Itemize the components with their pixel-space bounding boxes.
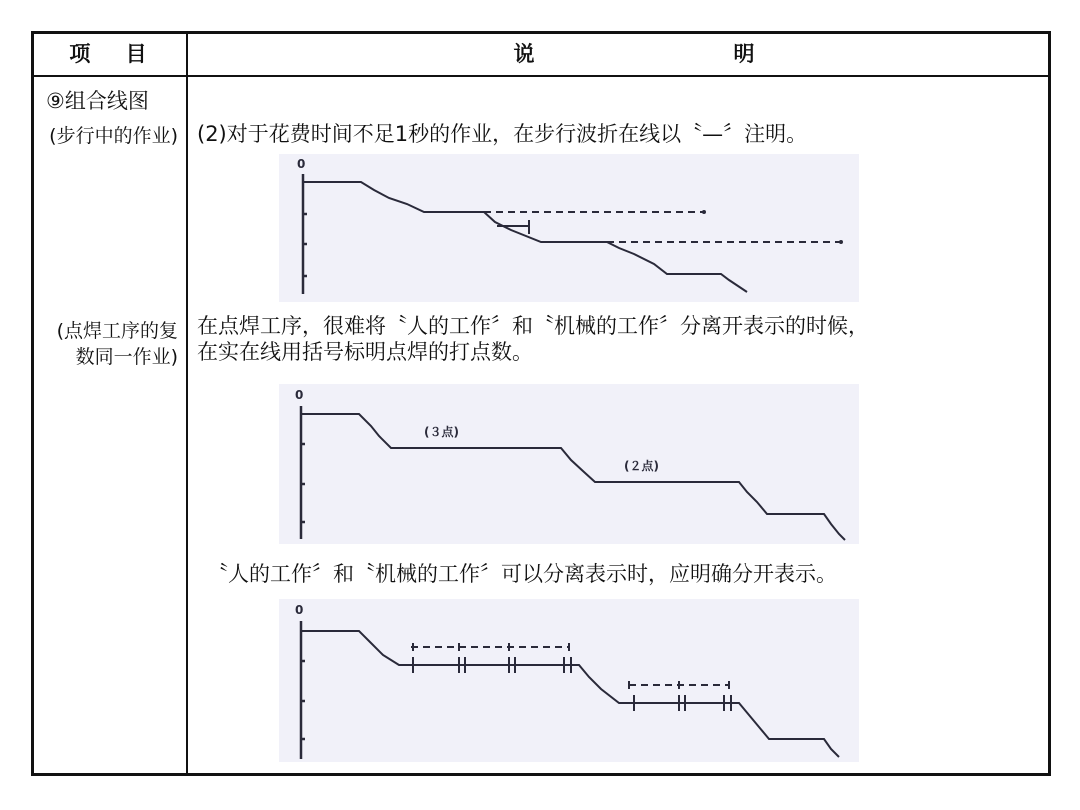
combined-line-diagram-2	[279, 384, 859, 544]
step-line	[301, 414, 845, 540]
header-desc-1: 说	[513, 42, 535, 66]
column-divider	[186, 34, 188, 773]
short-work-mark	[497, 220, 529, 234]
item-sub-walking: (步行中的作业)	[49, 125, 178, 147]
annotation-two-points: (２点)	[624, 459, 659, 473]
combined-line-diagram-3	[279, 599, 859, 762]
desc-line-2: 在点焊工序，很难将〝人的工作〞和〝机械的工作〞分离开表示的时候，	[197, 314, 869, 338]
time-axis	[303, 174, 307, 294]
zero-label: 0	[295, 388, 304, 402]
item-title: ⑨组合线图	[46, 89, 149, 113]
desc-line-4: 〝人的工作〞和〝机械的工作〞可以分离表示时，应明确分开表示。	[207, 562, 837, 586]
desc-line-1: (2)对于花费时间不足1秒的作业，在步行波折在线以〝—〞注明。	[197, 122, 808, 146]
annotation-three-points: (３点)	[424, 425, 459, 439]
step-line	[303, 182, 747, 292]
header-item: 项 目	[69, 42, 161, 66]
zero-label: 0	[295, 603, 304, 617]
zero-label: 0	[297, 157, 306, 171]
combined-line-diagram-1	[279, 154, 859, 302]
header-desc-2: 明	[733, 42, 755, 66]
item-sub-welding: (点焊工序的复数同一作业)	[56, 320, 178, 368]
time-axis	[301, 406, 305, 539]
content-table	[31, 31, 1051, 776]
desc-line-3: 在实在线用括号标明点焊的打点数。	[197, 340, 533, 364]
time-axis	[301, 621, 305, 759]
